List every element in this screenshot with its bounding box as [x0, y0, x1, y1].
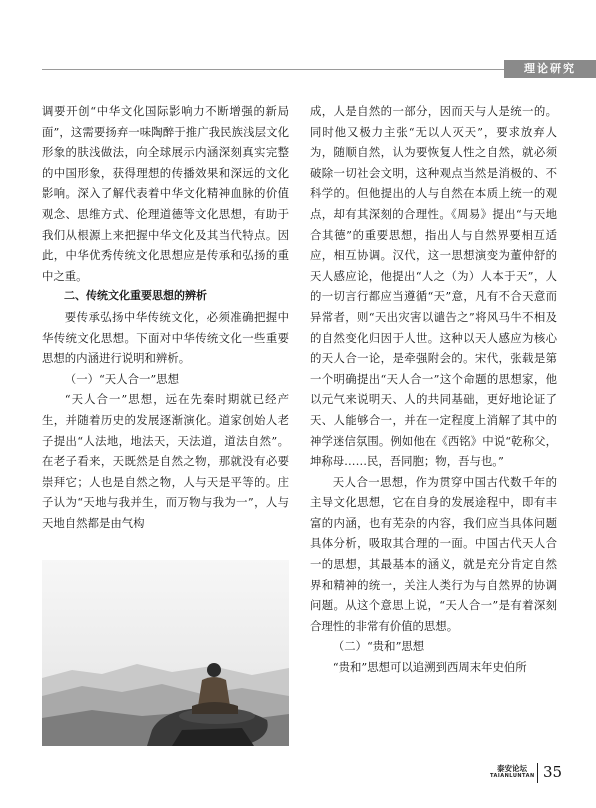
- body-paragraph: 成，人是自然的一部分，因而天与人是统一的。同时他又极力主张“无以人灭天”，要求放弃人为，随顺自然，认为要恢复人性之自然，就必须破除一切社会文明，这种观点当然是消极的、不科学的。但他提出的人与自然在本质上统一的观点，却有其深刻的合理性。《周易》提出“与天地合其德”的重要思想，指出人与自然界要相互适应，相互协调。汉代，这一思想演变为董仲舒的天人感应论，他提出“人之（为）人本于天”，人的一切言行都应当遵循“天”意，凡有不合天意而异常者，则“天出灾害以谴告之”将风马牛不相及的自然变化归因于人世。这种以天人感应为核心的天人合一论，是牵强附会的。宋代，张载是第一个明确提出“天人合一”这个命题的思想家，他以元气来说明天、人的共同基础，更好地论证了天、人能够合一，并在一定程度上消解了其中的神学迷信氛围。例如他在《西铭》中说“乾称父，坤称母……民，吾同胞；物，吾与也。”: [310, 104, 557, 469]
- body-paragraph: 要传承弘扬中华传统文化，必须准确把握中华传统文化思想。下面对中华传统文化一些重要思想的内涵进行说明和辨析。: [42, 309, 289, 366]
- magazine-name-cn: 泰安论坛: [497, 764, 527, 773]
- body-paragraph: “贵和”思想可以追溯到西周末年史伯所: [332, 660, 527, 675]
- meditation-photo: [42, 560, 289, 746]
- left-column: [42, 101, 289, 533]
- meditation-photo-illustration: [42, 560, 289, 746]
- body-paragraph: “天人合一”思想，远在先秦时期就已经产生，并随着历史的发展逐渐演化。道家创始人老子提出“人法地，地法天，天法道，道法自然”。在老子看来，天既然是自然之物，那就没有必要崇拜它；人也是自然之物，人与天是平等的。庄子认为“天地与我并生，而万物与我为一”，人与天地自然都是由气构: [42, 392, 289, 530]
- magazine-logo: [490, 764, 534, 780]
- section-label: 理论研究: [504, 60, 596, 78]
- footer-separator: [537, 763, 538, 783]
- subsection-heading: （一）“天人合一”思想: [64, 371, 179, 386]
- subsection-heading: （二）“贵和”思想: [332, 639, 425, 654]
- magazine-name-en: TAIANLUNTAN: [490, 773, 535, 779]
- right-column: [310, 101, 557, 678]
- page-number: 35: [543, 763, 563, 781]
- body-paragraph: 天人合一思想，作为贯穿中国古代数千年的主导文化思想，它在自身的发展途程中，即有丰富的内涵，也有芜杂的内容，我们应当具体问题具体分析，吸取其合理的一面。中国古代天人合一的思想，其最基本的涵义，就是充分肯定自然界和精神的统一，关注人类行为与自然界的协调问题。从这个意思上说，“天人合一”是有着深刻合理性的非常有价值的思想。: [310, 474, 557, 633]
- body-paragraph: 调要开创“中华文化国际影响力不断增强的新局面”，这需要扬弃一味陶醉于推广我民族浅层文化形象的肤浅做法，向全球展示内涵深刻真实完整的中国形象，获得理想的传播效果和深远的文化影响。深入了解代表着中华文化精神血脉的价值观念、思维方式、伦理道德等文化思想，有助于我们从根源上来把握中华文化及其当代特点。因此，中华优秀传统文化思想应是传承和弘扬的重中之重。: [42, 104, 289, 283]
- section-heading: 二、传统文化重要思想的辨析: [64, 289, 207, 303]
